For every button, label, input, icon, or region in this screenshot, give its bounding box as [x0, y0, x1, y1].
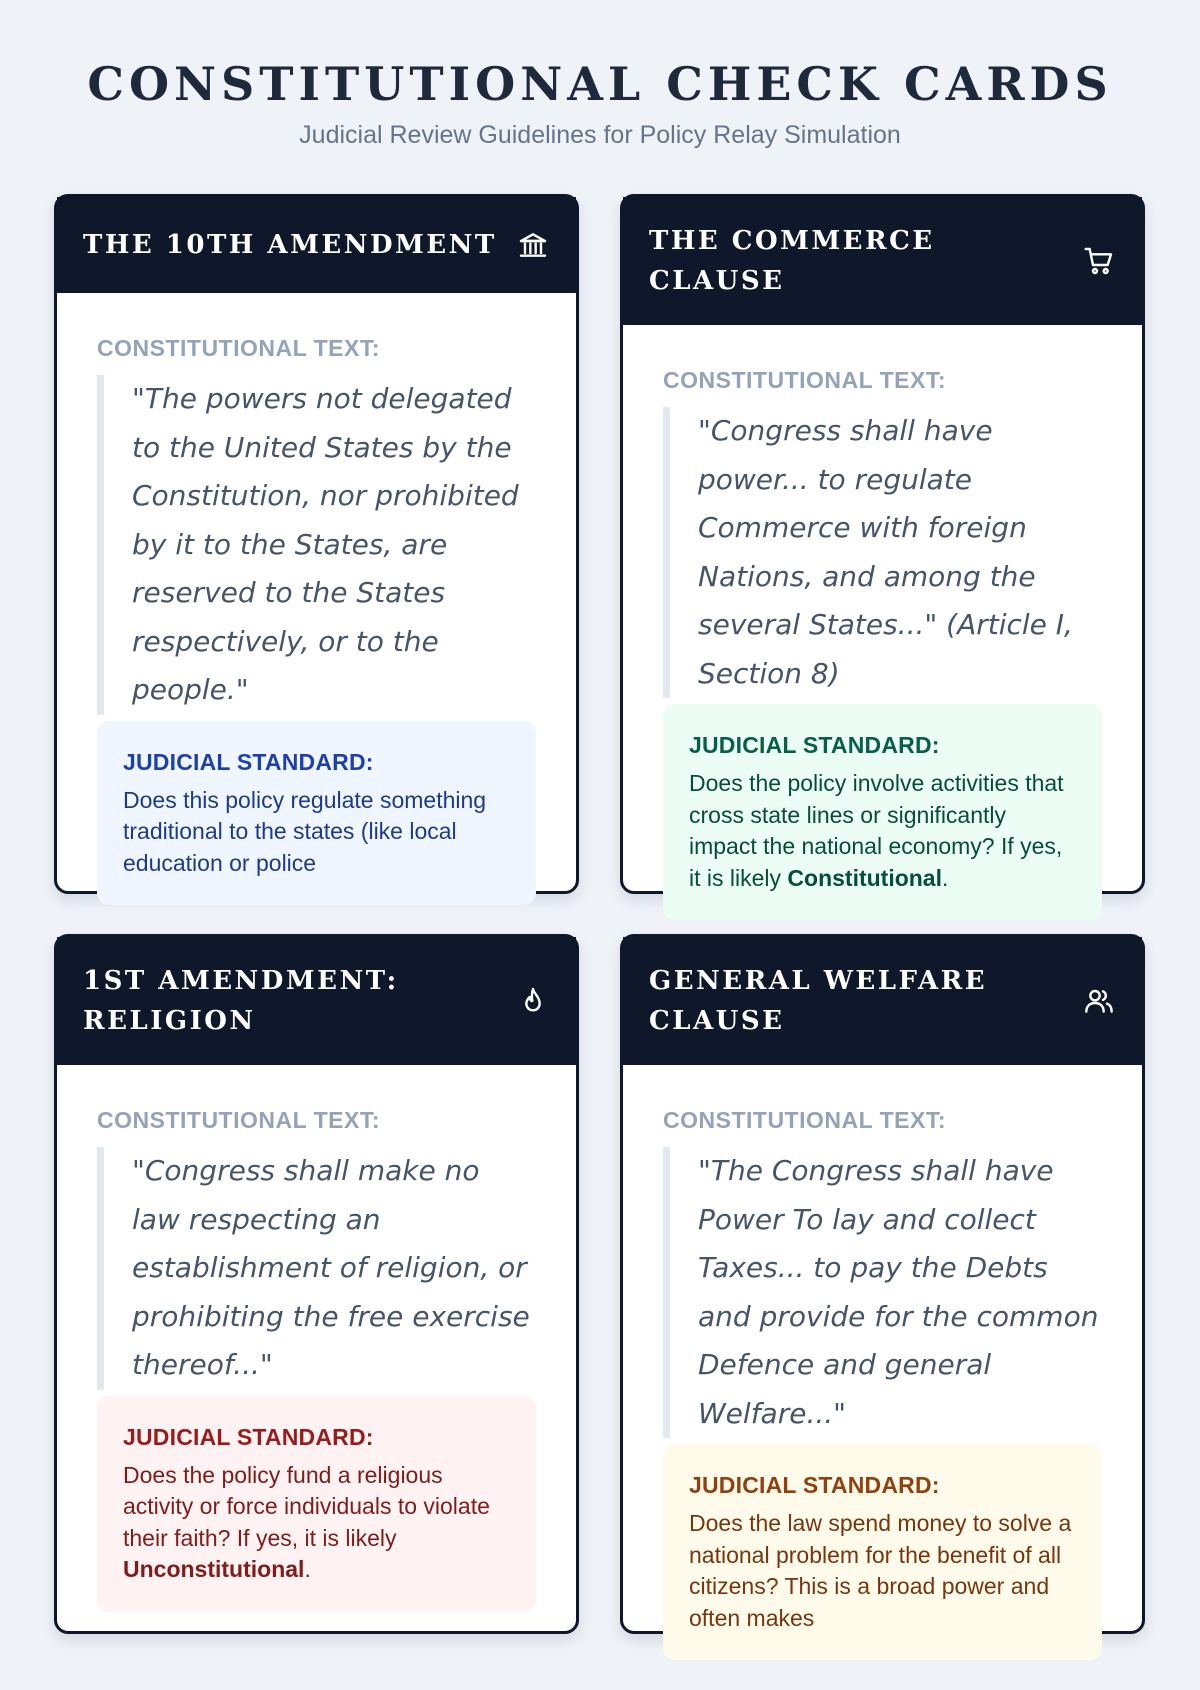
judicial-standard-text [689, 768, 1076, 894]
page-subtitle: Judicial Review Guidelines for Policy Relay Simulation [299, 121, 901, 149]
constitutional-quote: "The Congress shall have Power To lay and collect Taxes... to pay the Debts and provide for the common Defence and general Welfare..." [663, 1147, 1102, 1438]
judicial-standard-box [663, 704, 1102, 920]
judicial-standard-label: JUDICIAL STANDARD: [123, 748, 374, 775]
constitutional-text-label: CONSTITUTIONAL TEXT: [663, 1107, 947, 1133]
card-body [623, 325, 1142, 950]
card-header [57, 937, 576, 1065]
card-header [57, 197, 576, 293]
card-title: THE 10TH AMENDMENT [83, 230, 497, 260]
flame-icon [516, 984, 550, 1018]
constitutional-quote: "Congress shall make no law respecting an establishment of religion, or prohibiting the free exercise thereof..." [97, 1147, 536, 1390]
card-tenth-amendment [54, 194, 579, 894]
judicial-standard-box [97, 721, 536, 906]
judicial-standard-text [123, 785, 510, 880]
card-header [623, 197, 1142, 325]
standard-end: . [304, 1556, 311, 1582]
card-commerce-clause [620, 194, 1145, 894]
judicial-standard-box [663, 1444, 1102, 1660]
judicial-standard-label: JUDICIAL STANDARD: [689, 732, 940, 758]
page-header [0, 0, 1200, 150]
constitutional-text-label: CONSTITUTIONAL TEXT: [97, 335, 381, 361]
standard-verdict: Constitutional [787, 864, 942, 891]
judicial-standard-label: JUDICIAL STANDARD: [689, 1472, 940, 1498]
users-icon [1082, 984, 1116, 1018]
judicial-standard-text [689, 1508, 1076, 1634]
card-body [57, 293, 576, 935]
courthouse-icon [516, 228, 550, 262]
judicial-standard-box [97, 1396, 536, 1612]
judicial-standard-label: JUDICIAL STANDARD: [123, 1423, 374, 1450]
standard-text: Does this policy regulate something traditional to the states (like local education or police [123, 786, 487, 876]
standard-end: . [942, 864, 949, 891]
constitutional-quote: "The powers not delegated to the United States by the Constitution, nor prohibited by it to the States, are reserved to the States respectively, or to the people." [97, 375, 536, 715]
judicial-standard-text [123, 1460, 510, 1586]
page-title: CONSTITUTIONAL CHECK CARDS [87, 57, 1113, 111]
constitutional-text-label: CONSTITUTIONAL TEXT: [663, 367, 947, 393]
standard-text: Does the policy involve activities that cross state lines or significantly impact the national economy? If yes, it is likely [689, 770, 1064, 891]
standard-text: Does the policy fund a religious activity or force individuals to violate their faith? If yes, it is likely [123, 1461, 490, 1551]
card-general-welfare-clause [620, 934, 1145, 1634]
card-title: 1ST AMENDMENT: RELIGION [83, 966, 399, 1036]
standard-text: Does the law spend money to solve a national problem for the benefit of all citizens? This is a broad power and often makes [689, 1510, 1072, 1631]
constitutional-text-label: CONSTITUTIONAL TEXT: [97, 1107, 381, 1133]
shopping-cart-icon [1082, 244, 1116, 278]
card-first-amendment-religion [54, 934, 579, 1634]
card-title: THE COMMERCE CLAUSE [649, 226, 935, 296]
standard-verdict: Unconstitutional [123, 1556, 305, 1582]
card-body [57, 1065, 576, 1642]
card-body [623, 1065, 1142, 1690]
constitutional-quote: "Congress shall have power... to regulate Commerce with foreign Nations, and among the several States..." (Article I, Section 8) [663, 407, 1102, 698]
card-header [623, 937, 1142, 1065]
card-title: GENERAL WELFARE CLAUSE [649, 966, 988, 1036]
